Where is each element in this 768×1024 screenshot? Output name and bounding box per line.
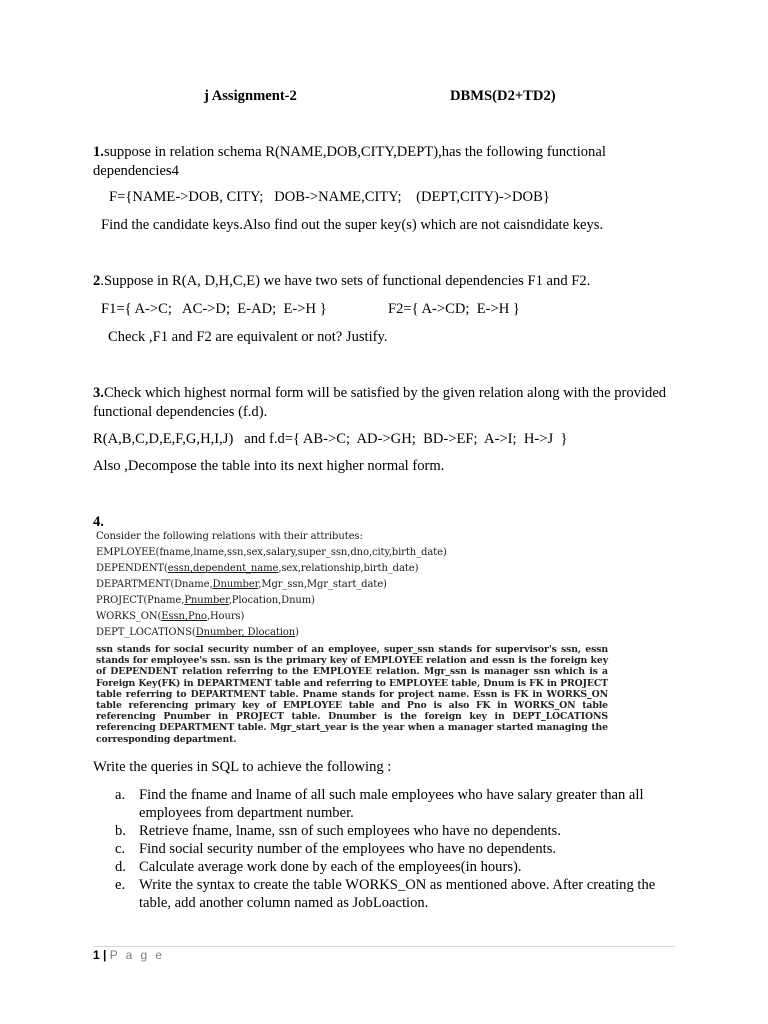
scan-intro: Consider the following relations with their attributes:	[96, 531, 363, 542]
question-3	[93, 384, 683, 422]
question-3-text: Check which highest normal form will be satisfied by the given relation along with the provided functional dependencies (f.d).	[93, 385, 667, 420]
question-4-number: 4.	[93, 514, 104, 530]
relation-project: PROJECT(Pname,Pnumber,Plocation,Dnum)	[96, 595, 315, 606]
relations-scan-image	[96, 529, 608, 750]
question-3-relation: R(A,B,C,D,E,F,G,H,I,J) and f.d={ AB->C; AD->GH; BD->EF; A->I; H->J }	[93, 431, 568, 447]
relation-department: DEPARTMENT(Dname,Dnumber,Mgr_ssn,Mgr_start_date)	[96, 579, 387, 590]
question-2-task: Check ,F1 and F2 are equivalent or not? Justify.	[108, 329, 388, 345]
relation-works-on: WORKS_ON(Essn,Pno,Hours)	[96, 611, 245, 622]
page-number: 1	[93, 948, 100, 962]
sql-query-list	[93, 786, 683, 912]
question-3-number: 3.	[93, 385, 104, 401]
footer-separator: |	[103, 948, 107, 962]
question-1-task: Find the candidate keys.Also find out the super key(s) which are not caisndidate keys.	[101, 217, 604, 233]
list-item: a. Find the fname and lname of all such male employees who have salary greater than all employees from department number.	[115, 787, 644, 821]
relations-description: ssn stands for social security number of an employee, super_ssn stands for supervisor's ssn, essn stands for employee's ssn. ssn is the primary key of EMPLOYEE relation and essn is the foreign key of DEPENDENT relation referring to the EMPLOYEE relation. Mgr_ssn is manager ssn which is a Foreign Key(FK) in DEPARTMENT table and referring to EMPLOYEE table, Dnum is FK in PROJECT table referring to DEPARTMENT table. Pname stands for project name. Essn is FK in WORKS_ON table referencing primary key of EMPLOYEE table and Pno is also FK in WORKS_ON table referencing Pnumber in PROJECT table. Dnumber is the foreign key in DEPT_LOCATIONS referencing DEPARTMENT table. Mgr_start_year is the year when a manager started managing the corresponding department.	[96, 644, 608, 745]
question-1-number: 1.	[93, 144, 104, 160]
assignment-title: j Assignment-2	[204, 88, 297, 104]
footer-divider	[93, 946, 675, 947]
course-code: DBMS(D2+TD2)	[450, 88, 556, 104]
page-label: P a g e	[109, 948, 165, 962]
relation-employee: EMPLOYEE(fname,lname,ssn,sex,salary,super_ssn,dno,city,birth_date)	[96, 547, 447, 558]
question-2-f1: F1={ A->C; AC->D; E-AD; E->H }	[101, 301, 327, 317]
question-3-task: Also ,Decompose the table into its next higher normal form.	[93, 458, 445, 474]
question-2	[93, 273, 590, 290]
question-2-f2: F2={ A->CD; E->H }	[388, 301, 520, 317]
list-item: c. Find social security number of the employees who have no dependents.	[115, 841, 557, 857]
page-footer	[93, 948, 164, 962]
question-4-prompt: Write the queries in SQL to achieve the following :	[93, 759, 392, 775]
list-item: e. Write the syntax to create the table WORKS_ON as mentioned above. After creating the table, add another column named as JobLoaction.	[115, 877, 656, 911]
question-1-text: suppose in relation schema R(NAME,DOB,CITY,DEPT),has the following functional dependencies4	[93, 144, 606, 179]
list-item: d. Calculate average work done by each of the employees(in hours).	[115, 859, 522, 875]
relation-dept-locations: DEPT_LOCATIONS(Dnumber, Dlocation)	[96, 627, 299, 638]
list-item: b. Retrieve fname, lname, ssn of such employees who have no dependents.	[115, 823, 561, 839]
relation-dependent: DEPENDENT(essn,dependent_name,sex,relationship,birth_date)	[96, 563, 419, 574]
question-2-text: .Suppose in R(A, D,H,C,E) we have two sets of functional dependencies F1 and F2.	[100, 273, 591, 289]
question-1-fd: F={NAME->DOB, CITY; DOB->NAME,CITY; (DEPT,CITY)->DOB}	[109, 189, 550, 205]
question-1	[93, 143, 683, 181]
question-2-number: 2	[93, 273, 101, 289]
